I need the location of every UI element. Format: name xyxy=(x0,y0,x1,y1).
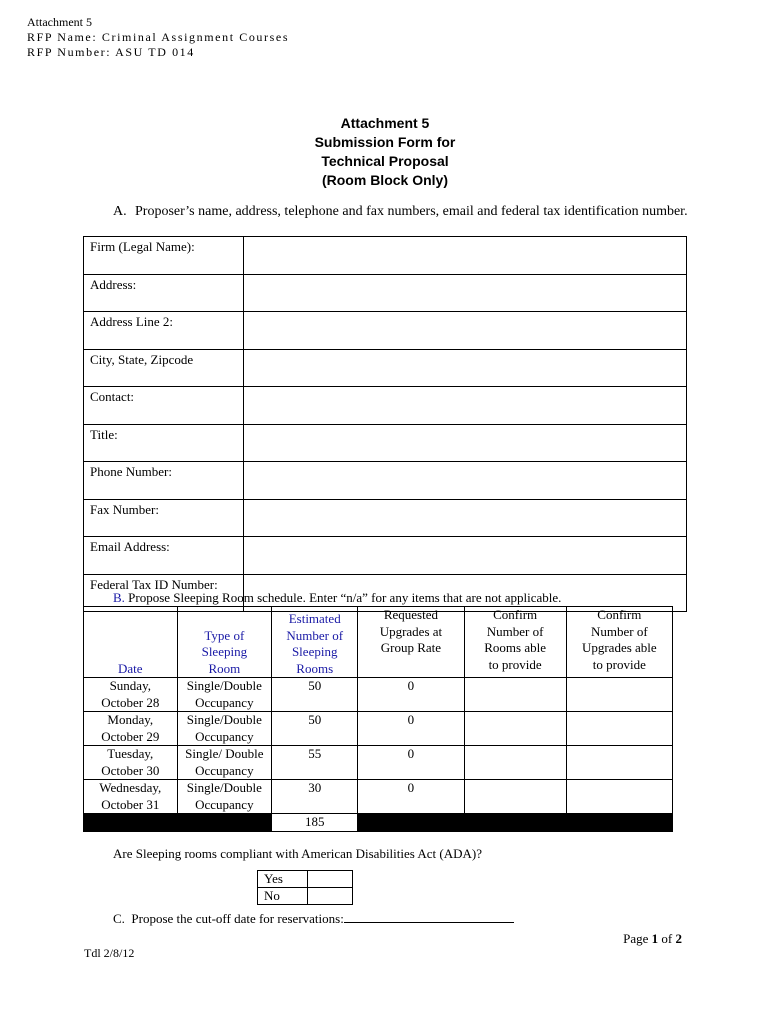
date-cell xyxy=(84,678,178,712)
page-of: of xyxy=(658,931,676,946)
col-header-upgrades-text: Requested Upgrades at Group Rate xyxy=(379,607,443,655)
type-cell xyxy=(177,712,272,746)
blacked-out-cell xyxy=(84,814,178,832)
table-row xyxy=(84,387,687,425)
table-row xyxy=(84,274,687,312)
type-cell xyxy=(177,780,272,814)
col-header-type xyxy=(177,607,272,678)
city-state-zip-field[interactable] xyxy=(244,349,687,387)
table-row xyxy=(84,424,687,462)
document-header xyxy=(27,15,289,60)
confirm-rooms-cell[interactable] xyxy=(464,712,566,746)
table-header-row xyxy=(84,607,673,678)
page-total: 2 xyxy=(675,931,682,946)
type-line-1: Single/Double xyxy=(186,712,262,727)
estimated-cell: 50 xyxy=(272,712,358,746)
date-day: Sunday, xyxy=(109,678,151,693)
confirm-rooms-cell[interactable] xyxy=(464,746,566,780)
type-line-2: Occupancy xyxy=(195,762,254,778)
upgrades-cell: 0 xyxy=(358,746,464,780)
field-label: Title: xyxy=(84,424,244,462)
confirm-upgrades-cell[interactable] xyxy=(566,746,672,780)
confirm-rooms-cell[interactable] xyxy=(464,780,566,814)
firm-name-field[interactable] xyxy=(244,237,687,275)
date-day: Tuesday, xyxy=(107,746,154,761)
header-rfp-number: RFP Number: ASU TD 014 xyxy=(27,45,195,59)
title-line-4: (Room Block Only) xyxy=(321,172,448,188)
section-c-letter: C. xyxy=(113,911,125,926)
field-label: Email Address: xyxy=(84,537,244,575)
yes-label: Yes xyxy=(258,871,308,888)
date-cell xyxy=(84,780,178,814)
type-cell xyxy=(177,746,272,780)
table-row xyxy=(84,499,687,537)
col-header-date: Date xyxy=(84,607,178,678)
table-row xyxy=(84,746,673,780)
date-day: Monday, xyxy=(107,712,154,727)
date-cell xyxy=(84,712,178,746)
section-c-text: Propose the cut-off date for reservations: xyxy=(131,911,344,926)
title-field[interactable] xyxy=(244,424,687,462)
field-label: Contact: xyxy=(84,387,244,425)
page-number xyxy=(623,931,682,947)
sleeping-room-table xyxy=(83,606,673,832)
type-line-2: Occupancy xyxy=(195,728,254,744)
field-label: City, State, Zipcode xyxy=(84,349,244,387)
title-line-2: Submission Form for xyxy=(314,134,456,150)
blacked-out-cell xyxy=(566,814,672,832)
field-label: Phone Number: xyxy=(84,462,244,500)
ada-question: Are Sleeping rooms compliant with American Disabilities Act (ADA)? xyxy=(113,846,482,861)
col-header-upgrades xyxy=(358,607,464,678)
blacked-out-cell xyxy=(358,814,464,832)
page-current: 1 xyxy=(651,931,659,946)
blacked-out-cell xyxy=(177,814,272,832)
page-prefix: Page xyxy=(623,931,652,946)
contact-field[interactable] xyxy=(244,387,687,425)
col-header-type-text: Type of Sleeping Room xyxy=(201,627,248,676)
confirm-rooms-cell[interactable] xyxy=(464,678,566,712)
estimated-cell: 30 xyxy=(272,780,358,814)
address-line-2-field[interactable] xyxy=(244,312,687,350)
table-row xyxy=(84,537,687,575)
table-row xyxy=(84,312,687,350)
form-title xyxy=(0,114,770,190)
field-label: Fax Number: xyxy=(84,499,244,537)
no-checkbox-cell[interactable] xyxy=(308,888,353,905)
section-b-heading xyxy=(113,590,561,606)
type-cell xyxy=(177,678,272,712)
no-label: No xyxy=(258,888,308,905)
col-header-confirm-upgrades xyxy=(566,607,672,678)
type-line-2: Occupancy xyxy=(195,694,254,710)
table-row xyxy=(84,462,687,500)
type-line-1: Single/Double xyxy=(186,780,262,795)
ada-answer-table xyxy=(257,870,353,905)
yes-checkbox-cell[interactable] xyxy=(308,871,353,888)
section-a-letter: A. xyxy=(113,204,127,219)
table-row xyxy=(84,712,673,746)
col-header-estimated-text: Estimated Number of Sleeping Rooms xyxy=(286,611,344,676)
header-rfp-name: RFP Name: Criminal Assignment Courses xyxy=(27,30,290,44)
col-header-estimated xyxy=(272,607,358,678)
fax-field[interactable] xyxy=(244,499,687,537)
date-month: October 28 xyxy=(101,694,160,710)
date-day: Wednesday, xyxy=(99,780,162,795)
col-header-confirm-upgrades-text: Confirm Number of Upgrades able to provide xyxy=(581,607,657,672)
field-label: Federal Tax ID Number: xyxy=(84,574,244,612)
date-cell xyxy=(84,746,178,780)
col-header-confirm-rooms xyxy=(464,607,566,678)
date-month: October 31 xyxy=(101,796,160,812)
table-row xyxy=(84,237,687,275)
address-field[interactable] xyxy=(244,274,687,312)
table-row xyxy=(258,888,353,905)
total-estimated-cell: 185 xyxy=(272,814,358,832)
section-c xyxy=(113,910,514,927)
upgrades-cell: 0 xyxy=(358,780,464,814)
upgrades-cell: 0 xyxy=(358,678,464,712)
field-label: Address Line 2: xyxy=(84,312,244,350)
table-row xyxy=(84,780,673,814)
date-month: October 29 xyxy=(101,728,160,744)
title-line-3: Technical Proposal xyxy=(321,153,449,169)
section-b-letter: B. xyxy=(113,590,125,605)
table-row xyxy=(84,678,673,712)
field-label: Address: xyxy=(84,274,244,312)
section-a-heading xyxy=(113,203,693,221)
total-row xyxy=(84,814,673,832)
title-line-1: Attachment 5 xyxy=(340,115,430,131)
estimated-cell: 50 xyxy=(272,678,358,712)
confirm-upgrades-cell[interactable] xyxy=(566,712,672,746)
confirm-upgrades-cell[interactable] xyxy=(566,780,672,814)
table-row xyxy=(84,349,687,387)
confirm-upgrades-cell[interactable] xyxy=(566,678,672,712)
type-line-2: Occupancy xyxy=(195,796,254,812)
type-line-1: Single/ Double xyxy=(185,746,264,761)
blacked-out-cell xyxy=(464,814,566,832)
estimated-cell: 55 xyxy=(272,746,358,780)
col-header-confirm-rooms-text: Confirm Number of Rooms able to provide xyxy=(484,607,546,672)
type-line-1: Single/Double xyxy=(186,678,262,693)
field-label: Firm (Legal Name): xyxy=(84,237,244,275)
proposer-info-table xyxy=(83,236,687,612)
footer-revision: Tdl 2/8/12 xyxy=(84,946,135,960)
phone-field[interactable] xyxy=(244,462,687,500)
table-row xyxy=(258,871,353,888)
section-a-text: Proposer’s name, address, telephone and fax numbers, email and federal tax identification number. xyxy=(135,204,688,219)
date-month: October 30 xyxy=(101,762,160,778)
cutoff-date-field[interactable] xyxy=(344,910,514,923)
section-b-text: Propose Sleeping Room schedule. Enter “n/a” for any items that are not applicable. xyxy=(128,590,562,605)
header-line-1: Attachment 5 xyxy=(27,15,92,29)
email-field[interactable] xyxy=(244,537,687,575)
upgrades-cell: 0 xyxy=(358,712,464,746)
